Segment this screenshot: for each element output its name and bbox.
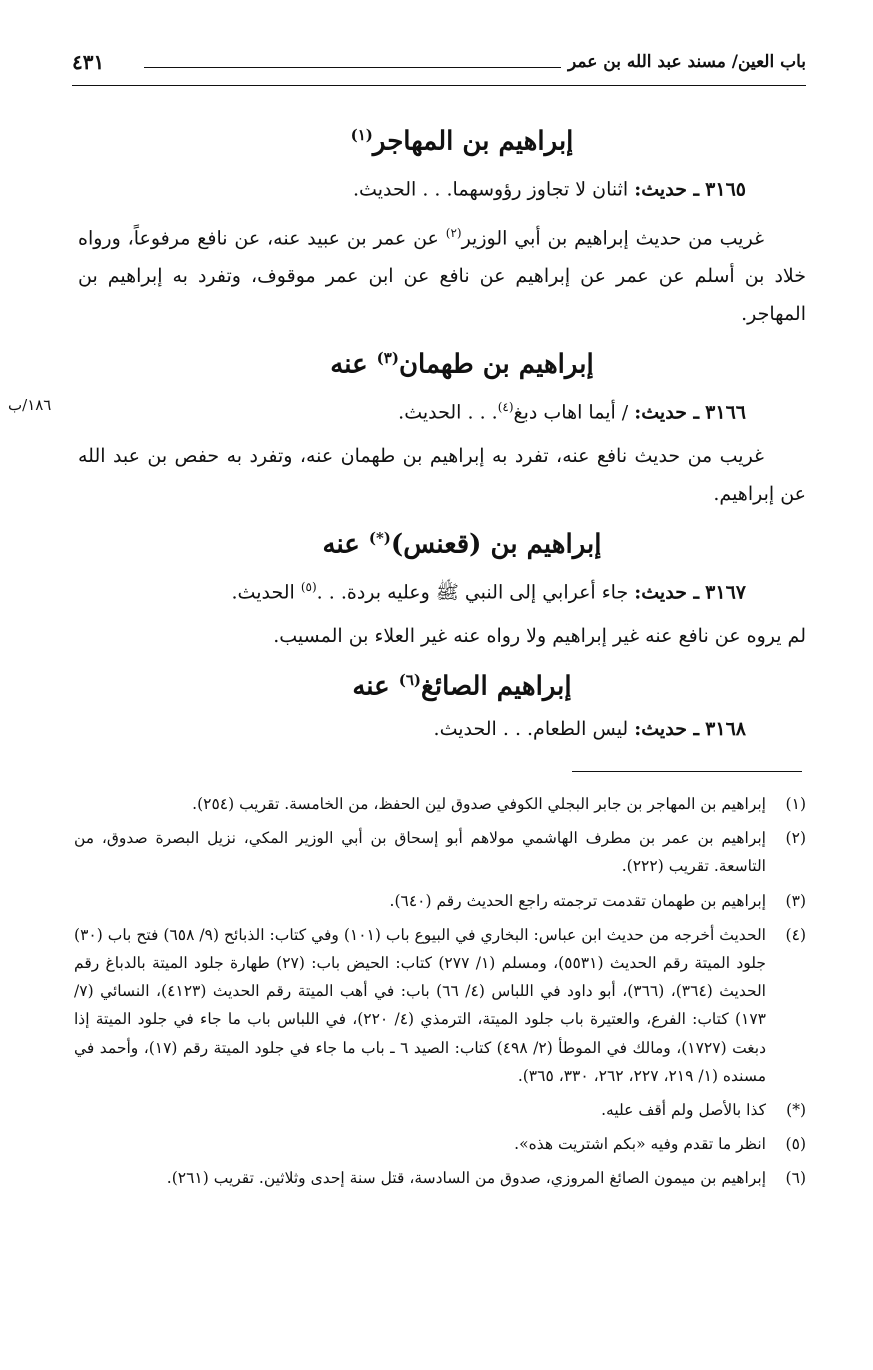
narrator-heading [78,112,806,165]
footnote [74,824,806,880]
footnote-marker: (٦) [785,1169,806,1188]
hadith-number: ٣١٦٥ [705,177,746,200]
footnote-ref: (٦) [398,671,421,690]
hadith-text: اثنان لا تجاوز رؤوسهما. . . الحديث. [353,177,629,200]
hadith-text-end: . . . الحديث. [398,401,498,424]
footnote-marker: (٥) [785,1135,806,1154]
footnote-text: إبراهيم بن عمر بن مطرف الهاشمي مولاهم أبو إسحاق بن أبي الوزير المكي، نزيل البصرة صدوق، من التاسعة. تقريب (٢٢٢). [74,829,766,876]
commentary-text: غريب من حديث إبراهيم بن أبي الوزير [461,227,765,250]
header-rule [72,85,806,86]
footnote [74,790,806,818]
hadith-text: ليس الطعام. . . الحديث. [433,717,629,740]
heading-suffix: عنه [352,671,399,702]
heading-suffix: عنه [322,529,369,560]
hadith-entry [78,572,806,607]
footnote-ref: (١) [350,126,373,144]
margin-folio-note: ١٨٦/ب [8,396,52,414]
footnote-text: إبراهيم بن المهاجر بن جابر البجلي الكوفي صدوق لين الحفظ، من الخامسة. تقريب (٢٥٤). [192,795,766,813]
footnotes [74,790,806,1199]
commentary-text-end: عن عمر بن عبيد عنه، عن نافع مرفوعاً، ورواه خلاد بن أسلم عن عمر عن إبراهيم عن نافع عن ابن عمر موقوف، وتفرد به إبراهيم بن المهاجر. [78,227,806,326]
narrator-name: إبراهيم بن (قعنس) [390,529,602,560]
narrator-name: إبراهيم بن طهمان [398,349,594,380]
commentary [78,214,806,333]
header-title: باب العين/ مسند عبد الله بن عمر [568,52,806,72]
footnote [74,887,806,915]
footnote-ref: (*) [368,529,391,548]
footnote-marker: (١) [785,795,806,813]
footnote-ref: (٤) [497,399,514,414]
commentary-text: لم يروه عن نافع عنه غير إبراهيم ولا رواه عنه غير العلاء بن المسيب. [273,625,806,648]
header-line [144,67,561,68]
commentary [78,437,806,513]
footnote-marker: (*) [786,1101,806,1120]
footnote-text: إبراهيم بن طهمان تقدمت ترجمته راجع الحديث رقم (٦٤٠). [389,891,766,910]
narrator-heading [78,335,806,388]
hadith-label: ـ حديث: [634,717,700,740]
narrator-name: إبراهيم الصائغ [421,671,572,702]
footnote-ref: (٢) [445,225,462,240]
footnote-ref: (٥) [300,579,317,594]
heading-suffix: عنه [330,349,377,380]
hadith-entry [78,392,806,427]
hadith-number: ٣١٦٨ [705,717,746,740]
narrator-heading [78,657,806,710]
narrator-heading [78,515,806,568]
footnote-marker: (٤) [785,925,806,944]
footnote-text: انظر ما تقدم وفيه «بكم اشتريت هذه». [514,1135,766,1154]
hadith-entry [78,169,806,204]
hadith-label: ـ حديث: [634,401,700,424]
hadith-text: / أيما اهاب دبغ [513,401,629,424]
running-header [72,50,806,90]
footnote-text: الحديث أخرجه من حديث ابن عباس: البخاري في البيوع باب (١٠١) وفي كتاب: الذبائح (٩/ ٦٥٨) فتح باب (٣٠) جلود الميتة رقم الحديث (٥٥٣١)، ومسلم (١/ ٢٧٧) كتاب: الحيض باب: (٢٧) طهارة جلود الميتة بالدباغ رقم الحديث (٣٦٤)، (٣٦٦)، أبو داود في اللباس (٤/ ٦٦) باب: في أهب الميتة رقم الحديث (٤١٢٣)، النسائي (٧/ ١٧٣) كتاب: الفرع، والعتيرة باب جلود الميتة، الترمذي (٤/ ٢٢٠)، في اللباس باب ما جاء في جلود الميتة إذا دبغت (١٧٢٧)، ومالك في الموطأ (٢/ ٤٩٨) كتاب: الصيد ٦ ـ باب ما جاء في جلود الميتة رقم (١٧)، وأحمد في مسنده (١/ ٢١٩، ٢٢٧، ٢٦٢، ٣٣٠، ٣٦٥). [74,925,767,1085]
main-text [78,112,806,754]
footnote [74,1130,806,1158]
hadith-entry [78,714,806,744]
hadith-number: ٣١٦٦ [705,401,746,424]
page-number: ٤٣١ [72,50,105,74]
footnote-text: كذا بالأصل ولم أقف عليه. [601,1101,766,1120]
hadith-number: ٣١٦٧ [705,581,746,604]
hadith-label: ـ حديث: [634,177,700,200]
commentary-text: غريب من حديث نافع عنه، تفرد به إبراهيم بن طهمان عنه، وتفرد به حفص بن عبد الله عن إبراهيم. [78,445,806,506]
narrator-name: إبراهيم بن المهاجر [372,126,574,157]
footnote-text: إبراهيم بن ميمون الصائغ المروزي، صدوق من السادسة، قتل سنة إحدى وثلاثين. تقريب (٢٦١). [166,1169,766,1188]
footnote-marker: (٣) [785,891,806,910]
footnote [74,1164,806,1192]
footnote-separator [572,771,802,772]
commentary [78,617,806,655]
footnote-ref: (٣) [376,349,399,368]
footnote [74,1096,806,1124]
hadith-text-end: الحديث. [231,581,301,604]
footnote [74,921,806,1090]
hadith-text: جاء أعرابي إلى النبي ﷺ وعليه بردة. . . [316,581,629,604]
footnote-marker: (٢) [785,829,806,848]
hadith-label: ـ حديث: [634,581,700,604]
